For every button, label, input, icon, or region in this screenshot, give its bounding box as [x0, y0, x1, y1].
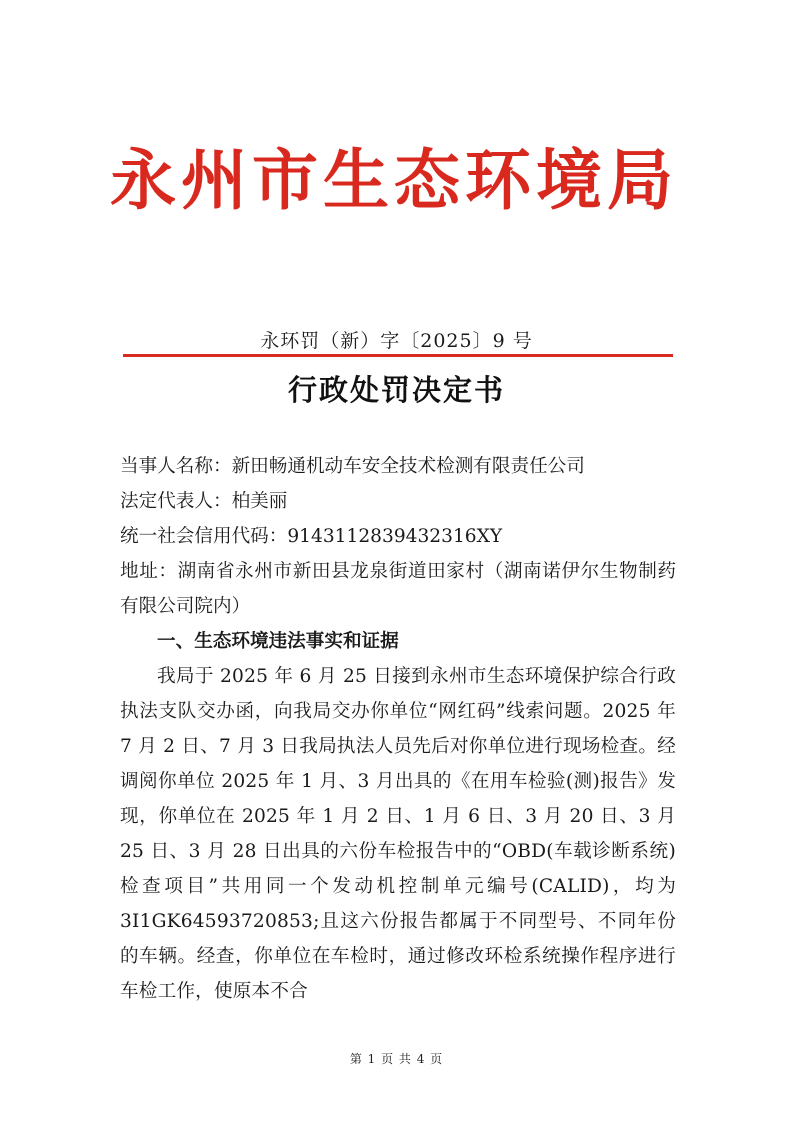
document-body	[120, 449, 676, 1009]
facts-paragraph: 我局于 2025 年 6 月 25 日接到永州市生态环境保护综合行政执法支队交办函，向我局交办你单位“网红码”线索问题。2025 年 7 月 2 日、7 月 3 日我局执法人员先后对你单位进行现场检查。经调阅你单位 2025 年 1 月、3 月出具的《在用车检验(测)报告》发现，你单位在 2025 年 1 月 2 日、1 月 6 日、3 月 20 日、3 月 25 日、3 月 28 日出具的六份车检报告中的“OBD(车载诊断系统)检查项目”共用同一个发动机控制单元编号(CALID)，均为 3I1GK64593720853;且这六份报告都属于不同型号、不同年份的车辆。经查，你单位在车检时，通过修改环检系统操作程序进行车检工作，使原本不合	[120, 666, 676, 1002]
party-name: 当事人名称：新田畅通机动车安全技术检测有限责任公司	[120, 456, 585, 477]
document-title: 行政处罚决定书	[287, 373, 505, 407]
party-address: 地址：湖南省永州市新田县龙泉街道田家村（湖南诺伊尔生物制药有限公司院内）	[120, 561, 676, 617]
page-indicator: 第 1 页 共 4 页	[349, 1052, 444, 1066]
red-divider-line	[123, 354, 673, 357]
agency-name: 永州市生态环境局	[110, 142, 678, 219]
section-heading: 一、生态环境违法事实和证据	[157, 631, 399, 652]
credit-code: 统一社会信用代码：9143112839432316XY	[120, 526, 503, 547]
document-number: 永环罚（新）字〔2025〕9 号	[260, 330, 533, 352]
legal-representative: 法定代表人：柏美丽	[120, 491, 288, 512]
